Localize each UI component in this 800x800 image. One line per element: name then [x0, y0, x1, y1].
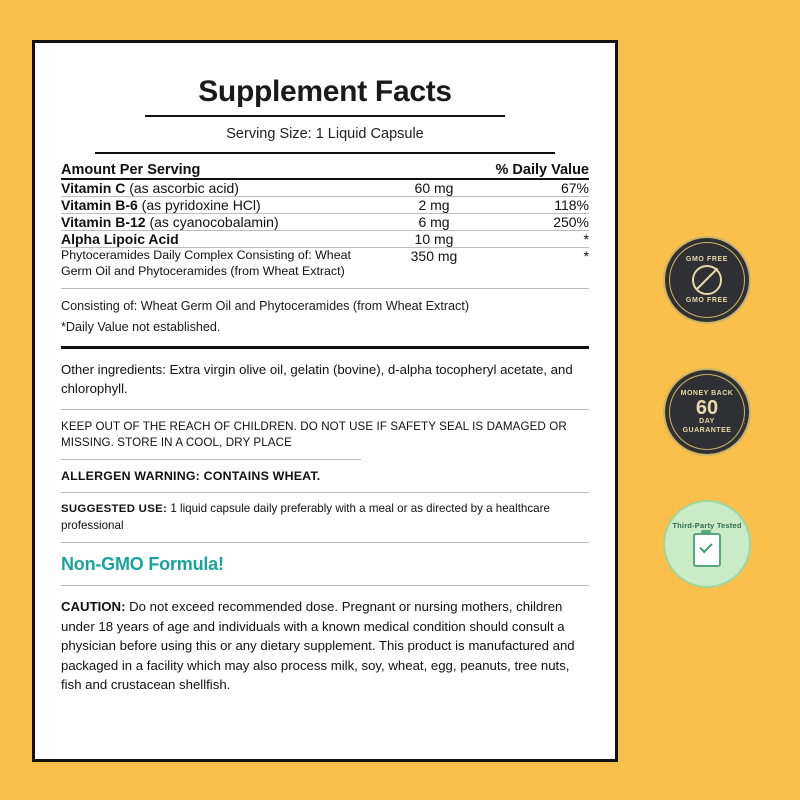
page-title: Supplement Facts [198, 75, 452, 108]
other-ingredients: Other ingredients: Extra virgin olive oil, gelatin (bovine), d-alpha tocopheryl acetate, and chlorophyll. [61, 362, 573, 397]
nutrient-daily-value: * [583, 248, 589, 264]
non-gmo-headline: Non-GMO Formula! [61, 554, 224, 575]
nutrient-name-bold: Vitamin C [61, 180, 126, 196]
serving-size: Serving Size: 1 Liquid Capsule [226, 126, 424, 142]
money-back-top-text: MONEY BACK [680, 390, 734, 397]
nutrition-table [61, 162, 589, 280]
money-back-bottom-text: GUARANTEE [682, 427, 732, 434]
table-row [61, 231, 589, 248]
gmo-free-icon [692, 265, 722, 295]
title-divider [145, 115, 505, 117]
table-row [61, 248, 589, 280]
gmo-free-badge [663, 236, 751, 324]
keep-out-of-reach-warning: KEEP OUT OF THE REACH OF CHILDREN. DO NOT USE IF SAFETY SEAL IS DAMAGED OR MISSING. STORE IN A COOL, DRY PLACE [61, 419, 567, 449]
nutrient-daily-value: 67% [560, 180, 589, 196]
column-header-daily-value: % Daily Value [495, 162, 589, 178]
nutrient-name-detail: (as pyridoxine HCl) [141, 197, 261, 213]
table-row [61, 214, 589, 231]
serving-divider [95, 152, 555, 154]
nutrient-name-bold: Vitamin B-12 [61, 214, 146, 230]
column-header-spacer [374, 162, 494, 179]
nutrient-name [61, 197, 374, 214]
suggested-use-label: SUGGESTED USE: [61, 503, 168, 516]
third-party-label: Third-Party Tested [672, 521, 742, 530]
nutrient-amount: 10 mg [414, 231, 454, 247]
money-back-days-number: 60 [695, 397, 719, 419]
nutrient-amount: 2 mg [418, 197, 450, 213]
badge-dots-decoration: ⋮ [740, 415, 749, 426]
table-header-row [61, 162, 589, 179]
table-row [61, 197, 589, 214]
nutrient-daily-value: 118% [554, 197, 589, 213]
column-header-amount: Amount Per Serving [61, 162, 201, 178]
nutrient-name-detail: (as ascorbic acid) [129, 180, 239, 196]
certification-badges [642, 236, 772, 632]
nutrient-daily-value: 250% [553, 214, 589, 230]
nutrient-amount: 60 mg [414, 180, 454, 196]
table-row [61, 179, 589, 197]
nutrient-name [61, 231, 374, 248]
third-party-tested-badge [663, 500, 751, 588]
suggested-use [61, 493, 589, 542]
clipboard-check-icon [693, 533, 721, 567]
caution-text: Do not exceed recommended dose. Pregnant or nursing mothers, children under 18 years of age and individuals with a known medical condition should consult a physician before using this or any dietary supplement. This product is manufactured and packaged in a facility which may also process milk, soy, wheat, egg, peanuts, tree nuts, fish and crustacean shellfish. [61, 599, 575, 693]
nutrient-amount: 6 mg [418, 214, 450, 230]
nutrient-name: Phytoceramides Daily Complex Consisting of: Wheat Germ Oil and Phytoceramides (from Wheat Extract) [61, 248, 351, 278]
check-mark-icon [699, 540, 712, 553]
gmo-badge-bottom-text: GMO FREE [685, 297, 729, 304]
supplement-facts-panel [32, 40, 618, 762]
nutrient-daily-value: * [583, 231, 589, 247]
consisting-note: Consisting of: Wheat Germ Oil and Phytoceramides (from Wheat Extract) [61, 298, 470, 313]
money-back-day-label: DAY [699, 418, 715, 425]
suggested-use-text: 1 liquid capsule daily preferably with a meal or as directed by a healthcare professional [61, 502, 550, 533]
caution-label: CAUTION: [61, 599, 126, 615]
nutrient-name [61, 214, 374, 231]
nutrient-name-detail: (as cyanocobalamin) [149, 214, 279, 230]
caution-block [61, 586, 589, 695]
daily-value-footnote: *Daily Value not established. [61, 320, 221, 334]
nutrient-name-bold: Alpha Lipoic Acid [61, 231, 179, 247]
nutrient-amount: 350 mg [410, 248, 458, 264]
gmo-badge-top-text: GMO FREE [685, 256, 729, 263]
nutrient-name-bold: Vitamin B-6 [61, 197, 138, 213]
nutrient-name [61, 179, 374, 197]
money-back-guarantee-badge [663, 368, 751, 456]
allergen-warning: ALLERGEN WARNING: CONTAINS WHEAT. [61, 468, 321, 483]
